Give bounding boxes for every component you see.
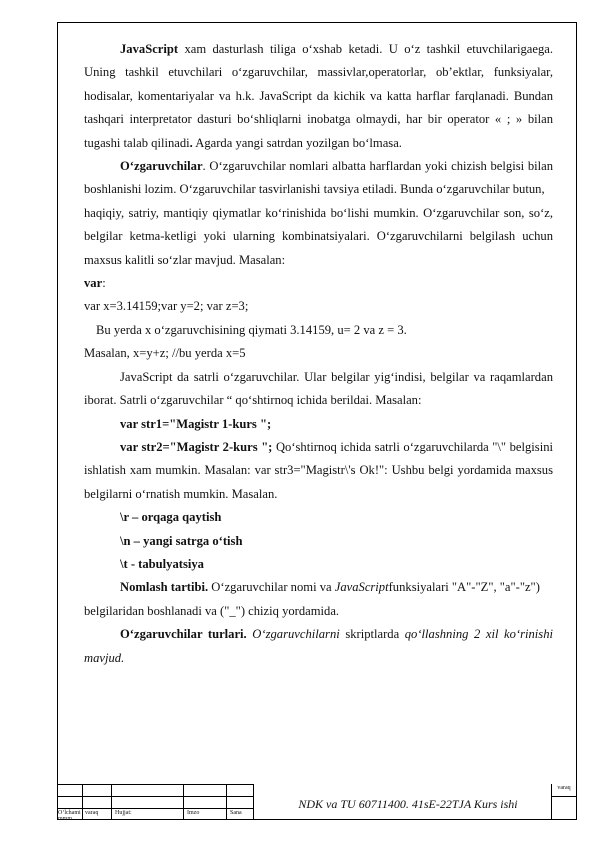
label-varaq: varaq (85, 810, 99, 816)
escape-r: \r – orqaga qaytish (120, 510, 222, 525)
paragraph-variables: O‘zgaruvchilar. O‘zgaruvchilar nomlari albatta harflardan yoki chizish belgisi bilan boshlanishi lozim. O‘zgaruvchilar tasvirlanishi tavsiya etiladi. Bunda o‘zgaruvchilar butun, (84, 159, 553, 197)
document-title: NDK va TU 60711400. 41sE-22TJA Kurs ishi (298, 797, 518, 811)
paragraph-naming: Nomlash tartibi. O‘zgaruvchilar nomi va JavaScriptfunksiyalari "A"-"Z", "a"-"z") (120, 580, 540, 595)
code-str2: var str2="Magistr 2-kurs "; (120, 439, 273, 454)
label-imzo: Imzo (187, 810, 200, 816)
paragraph-string-variables: JavaScript da satrli o‘zgaruvchilar. Ular belgilar yig‘indisi, belgilar va raqamlardan iborat. Satrli o‘zgaruvchilar “ qo‘shtirnoq ichida berildai. Masalan: (84, 369, 553, 408)
escape-n: \n – yangi satrga o‘tish (120, 533, 243, 548)
paragraph-naming-cont: belgilaridan boshlanadi va ("_") chiziq yordamida. (84, 603, 340, 618)
term-javascript: JavaScript (120, 42, 179, 56)
example-explanation: Bu yerda x o‘zgaruvchisining qiymati 3.14159, u= 2 va z = 3. (96, 322, 407, 337)
code-str1: var str1="Magistr 1-kurs "; (120, 416, 272, 431)
term-variables: O‘zgaruvchilar (120, 159, 203, 174)
label-sana: Sana (230, 810, 242, 816)
term-types: O‘zgaruvchilar turlari. (120, 627, 247, 642)
label-varaq-top: varaq (557, 785, 571, 791)
code-example-2: Masalan, x=y+z; //bu yerda x=5 (84, 346, 246, 361)
paragraph-variable-types: haqiqiy, satriy, mantiqiy qiymatlar ko‘rinishida bo‘lishi mumkin. O‘zgaruvchilar son, so‘z, belgilar ketma-ketligi yoki ularning kombinatsiyalari. O‘zgaruvchilarni belgilash uchun maxsus kalitli so‘zlar mavjud. Masalan: (84, 205, 553, 267)
paragraph-intro: JavaScript xam dasturlash tiliga o‘xshab ketadi. U o‘z tashkil etuvchilarigaega. Uning tashkil etuvchilari o‘zgaruvchilar, massivlar,operatorlar, ob’ektlar, funksiyalar, hodisalar, komentariyalar va h.k. JavaScript da kichik va katta harflar farqlanadi. Bundan tashqari interpretator dasturi bo‘shliqlarni inobatga olmaydi, har bir operator « ; » bilan tugashi talab qilinadi. Agarda yangi satrdan yozilgan bo‘lmasa. (84, 42, 553, 150)
label-hujjat: Hujjat: (115, 810, 132, 816)
label-sub: mmm (58, 816, 73, 822)
escape-t: \t - tabulyatsiya (120, 556, 204, 571)
term-naming: Nomlash tartibi. (120, 580, 209, 595)
paragraph-types: O‘zgaruvchilar turlari. O‘zgaruvchilarni skriptlarda qo‘llashning 2 xil ko‘rinishi mavjud. (84, 627, 553, 665)
document-body (84, 38, 553, 670)
title-block (57, 784, 577, 820)
paragraph-str2: var str2="Magistr 2-kurs "; Qo‘shtirnoq ichida satrli o‘zgaruvchilarda "\" belgisini ishlatish xam mumkin. Masalan: var str3="Magistr\'s Ok!": Ushbu belgi yordamida maxsus belgilarni o‘rnatish mumkin. Masalan. (84, 439, 553, 501)
label-olchami: O‘lchami (58, 810, 81, 816)
keyword-var: var: (84, 276, 106, 291)
code-example-1: var x=3.14159;var y=2; var z=3; (84, 299, 249, 314)
